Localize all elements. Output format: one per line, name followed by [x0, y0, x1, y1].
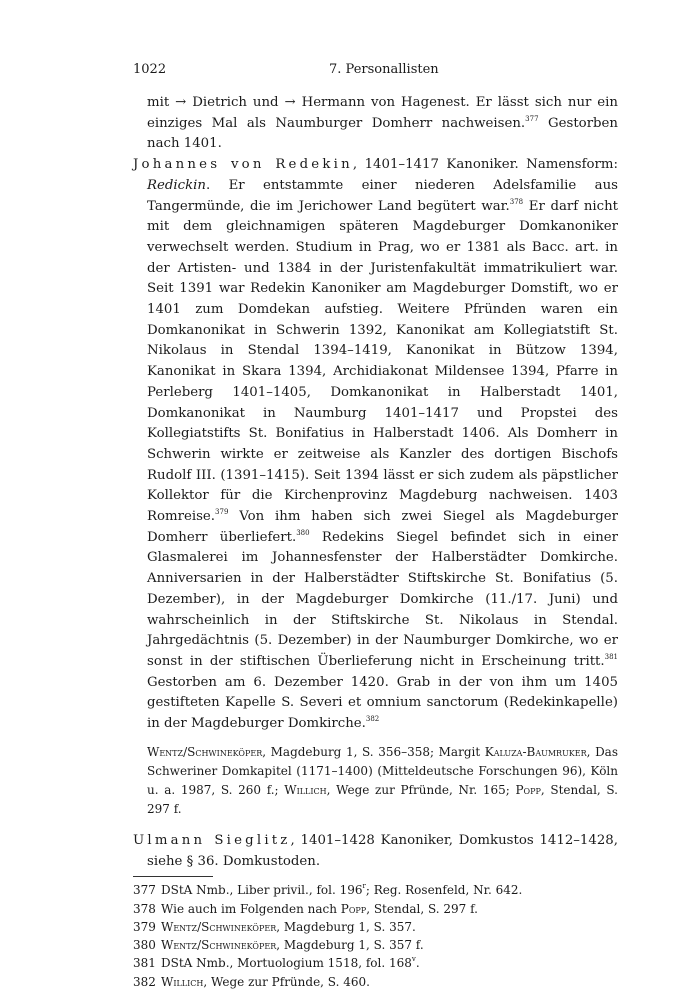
footnote-ref: 380: [296, 528, 310, 537]
footnotes: [133, 881, 618, 991]
footnote: 380 Wentz/Schwineköper, Magdeburg 1, S. 357 f.: [133, 938, 424, 953]
footnote-ref: 379: [215, 508, 229, 517]
footnote: 379 Wentz/Schwineköper, Magdeburg 1, S. 357.: [133, 919, 416, 934]
page-number: 1022: [133, 62, 167, 77]
references: Wentz/Schwineköper, Magdeburg 1, S. 356–358; Margit Kaluza-Baumruker, Das Schweriner Domkapitel (1171–1400) (Mitteldeutsche Forschungen 96), Köln u. a. 1987, S. 260 f.; Willich, Wege zur Pfründe, Nr. 165; Popp, Stendal, S. 297 f.: [147, 744, 618, 816]
name-form: Redickin: [147, 177, 206, 193]
footnote: 382 Willich, Wege zur Pfründe, S. 460.: [133, 974, 370, 989]
footnote-ref: 378: [509, 197, 524, 206]
footnote-separator: [133, 876, 213, 877]
entry-johannes-von-redekin: Johannes von Redekin, 1401–1417 Kanoniker. Namensform: Redickin. Er entstammte einer niederen Adelsfamilie aus Tangermünde, die im Jerichower Land begütert war.$^{378}$ Er darf nicht mit dem gleichnamigen späteren Magdeburger Domkanoniker verwechselt werden. Studium in Prag, wo er 1381 als Bacc. art. in der Artisten- und 1384 in der Juristenfakultät immatrikuliert war. Seit 1391 war Redekin Kanoniker am Magdeburger Domstift, wo er 1401 zum Domdekan aufstieg. Weitere Pfründen waren ein Domkanonikat in Schwerin 1392, Kanonikat am Kollegiatstift St. Nikolaus in Stendal 1394–1419, Kanonikat in Bützow 1394, Kanonikat in Skara 1394, Archidiakonat Mildensee 1394, Pfarre in Perleberg 1401–1405, Domkanonikat in Halberstadt 1401, Domkanonikat in Naumburg 1401–1417 und Propstei des Kollegiatstifts St. Bonifatius in Halberstadt 1406. Als Domherr in Schwerin wirkte er zeitweise als Kanzler des dortigen Bischofs Rudolf III. (1391–1415). Seit 1394 lässt er sich zudem als päpstlicher Kollektor für die Kirchenprovinz Magdeburg nachweisen. 1403 Romreise.$^{379}$ Von ihm haben sich zwei Siegel als Magdeburger Domherr überliefert.$^{380}$ Redekins Siegel befindet sich in einer Glasmalerei im Johannesfenster der Halberstädter Domkirche. Anniversarien in der Halberstädter Stiftskirche St. Bonifatius (5. Dezember), in der Magdeburger Domkirche (11./17. Juni) und wahrscheinlich in der Stiftskirche St. Nikolaus in Stendal. Jahrgedächtnis (5. Dezember) in der Naumburger Domkirche, wo er sonst in der stiftischen Überlieferung nicht in Erscheinung tritt.$^{381}$ Gestorben am 6. Dezember 1420. Grab in der von ihm um 1405 gestifteten Kapelle S. Severi et omnium sanctorum (Redekinkapelle) in der Magdeburger Domkirche.$^{382}$: [133, 157, 618, 732]
chapter-title: 7. Personallisten: [329, 62, 439, 77]
footnote: 381 DStA Nmb., Mortuologium 1518, fol. 168$^v$.: [133, 955, 420, 971]
main-text: [133, 93, 618, 991]
footnote: 378 Wie auch im Folgenden nach Popp, Stendal, S. 297 f.: [133, 901, 478, 916]
footnote: 377 DStA Nmb., Liber privil., fol. 196$^r$; Reg. Rosenfeld, Nr. 642.: [133, 882, 523, 898]
footnote-ref: 381: [604, 652, 618, 661]
footnote-ref: 377: [525, 114, 539, 123]
entry-ulmann-sieglitz: Ulmann Sieglitz, 1401–1428 Kanoniker, Domkustos 1412–1428, siehe § 36. Domkustoden.: [133, 832, 618, 869]
entry-name: Ulmann Sieglitz: [133, 832, 291, 848]
entry-continuation: mit → Dietrich und → Hermann von Hagenest. Er lässt sich nur ein einziges Mal als Naumburger Domherr nachweisen.$^{377}$ Gestorben nach 1401.: [147, 95, 618, 152]
entry-name: Johannes von Redekin: [133, 157, 353, 173]
footnote-ref: 382: [365, 715, 380, 724]
